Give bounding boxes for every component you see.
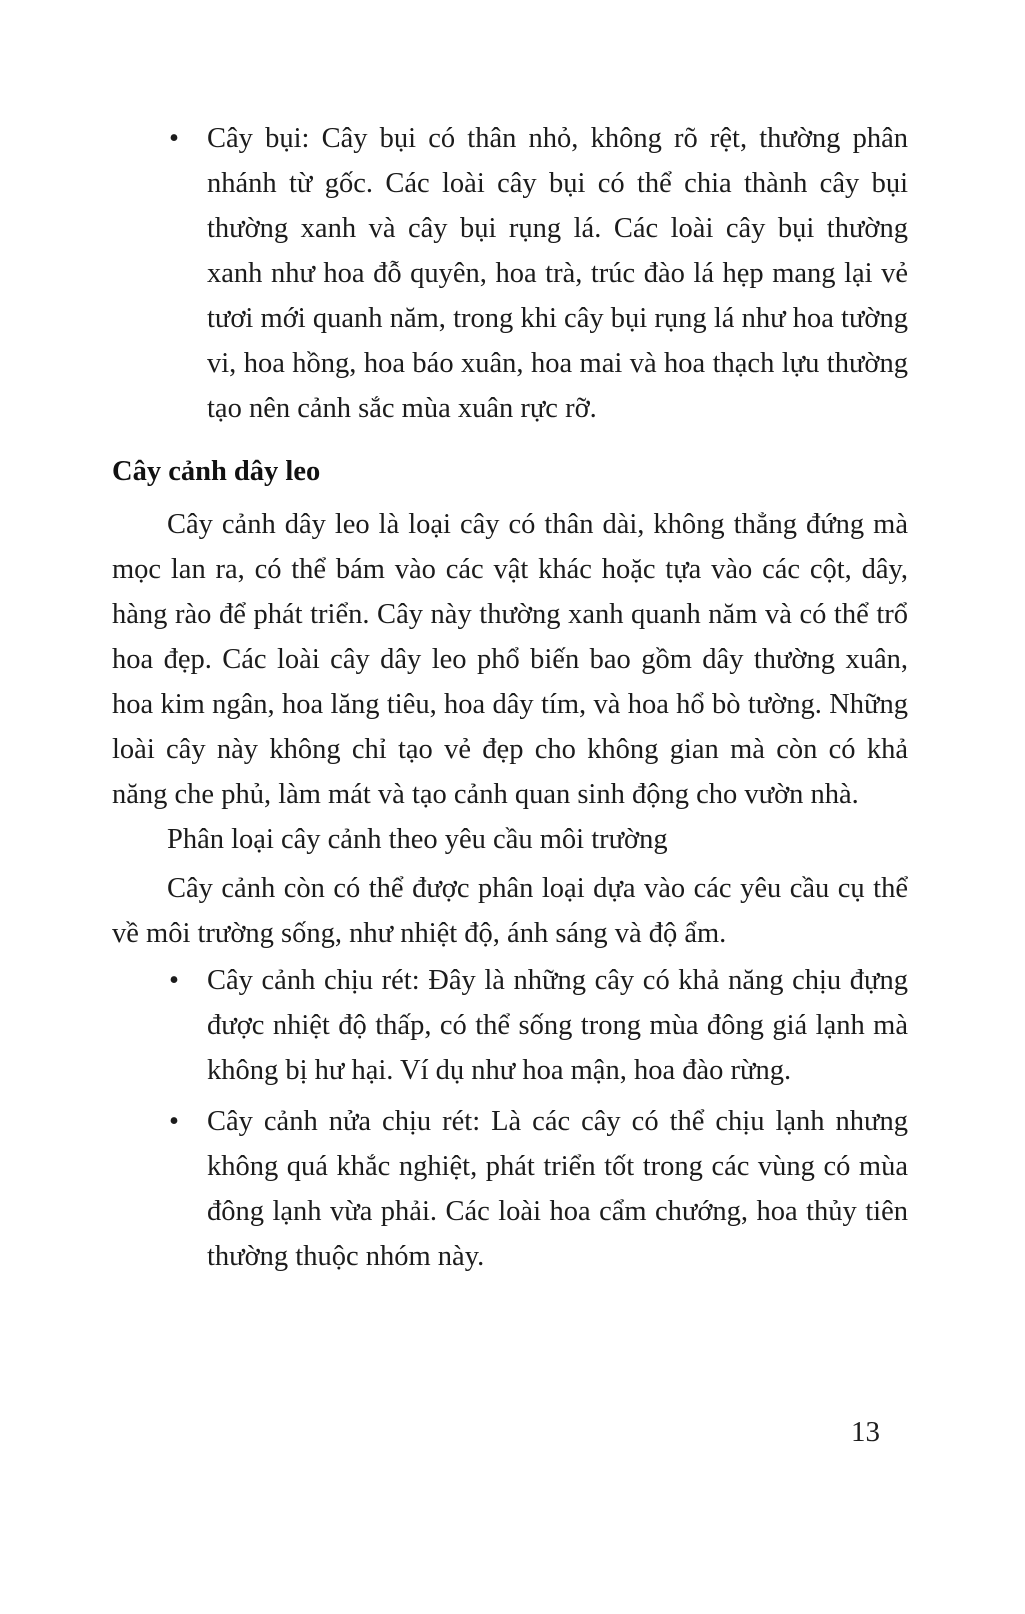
bullet-item-semi-cold bbox=[112, 1099, 908, 1279]
bullet-item-cold bbox=[112, 958, 908, 1093]
paragraph-env-detail: Cây cảnh còn có thể được phân loại dựa vào các yêu cầu cụ thể về môi trường sống, như nhiệt độ, ánh sáng và độ ẩm. bbox=[112, 873, 908, 949]
bullet-marker: • bbox=[169, 965, 179, 996]
section-heading-climbers: Cây cảnh dây leo bbox=[112, 456, 321, 487]
bullet-marker: • bbox=[169, 123, 179, 154]
paragraph-env-intro: Phân loại cây cảnh theo yêu cầu môi trường bbox=[167, 824, 668, 855]
bullet-text-semi-cold: Cây cảnh nửa chịu rét: Là các cây có thể chịu lạnh nhưng không quá khắc nghiệt, phát triển tốt trong các vùng có mùa đông lạnh vừa phải. Các loài hoa cẩm chướng, hoa thủy tiên thường thuộc nhóm này. bbox=[207, 1106, 908, 1272]
bullet-marker: • bbox=[169, 1106, 179, 1137]
page-number: 13 bbox=[851, 1416, 880, 1448]
bullet-item-shrub bbox=[112, 116, 908, 431]
bullet-text-cold: Cây cảnh chịu rét: Đây là những cây có khả năng chịu đựng được nhiệt độ thấp, có thể sống trong mùa đông giá lạnh mà không bị hư hại. Ví dụ như hoa mận, hoa đào rừng. bbox=[207, 965, 908, 1086]
paragraph-climbers: Cây cảnh dây leo là loại cây có thân dài, không thẳng đứng mà mọc lan ra, có thể bám vào các vật khác hoặc tựa vào các cột, dây, hàng rào để phát triển. Cây này thường xanh quanh năm và có thể trổ hoa đẹp. Các loài cây dây leo phổ biến bao gồm dây thường xuân, hoa kim ngân, hoa lăng tiêu, hoa dây tím, và hoa hổ bò tường. Những loài cây này không chỉ tạo vẻ đẹp cho không gian mà còn có khả năng che phủ, làm mát và tạo cảnh quan sinh động cho vườn nhà. bbox=[112, 509, 908, 810]
bullet-text-shrub: Cây bụi: Cây bụi có thân nhỏ, không rõ rệt, thường phân nhánh từ gốc. Các loài cây bụi có thể chia thành cây bụi thường xanh và cây bụi rụng lá. Các loài cây bụi thường xanh như hoa đỗ quyên, hoa trà, trúc đào lá hẹp mang lại vẻ tươi mới quanh năm, trong khi cây bụi rụng lá như hoa tường vi, hoa hồng, hoa báo xuân, hoa mai và hoa thạch lựu thường tạo nên cảnh sắc mùa xuân rực rỡ. bbox=[207, 123, 908, 424]
